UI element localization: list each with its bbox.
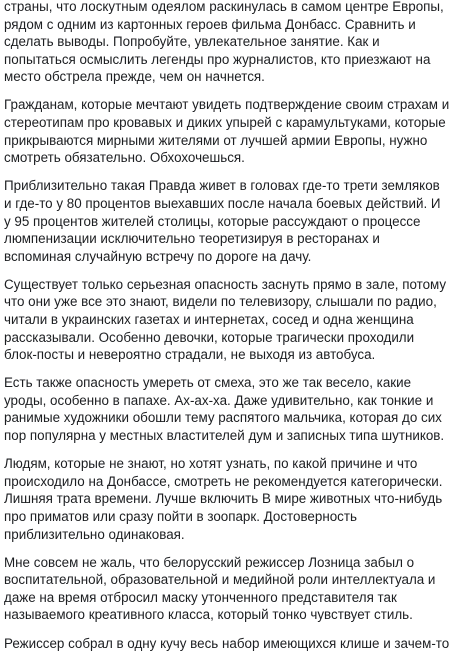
post-paragraph: Гражданам, которые мечтают увидеть подтверждение своим страхам и стереотипам про кровавых и диких упырей с карамультуками, которые прикрываются мирными жителями от лучшей армии Европы, нужно смотреть обязательно. Обхохочешься. [4,96,450,166]
post-paragraph: Существует только серьезная опасность заснуть прямо в зале, потому что они уже все это знают, видели по телевизору, слышали по радио, читали в украинских газетах и интернетах, сосед и одна женщина рассказывали. Особенно девочки, которые трагически проходили блок-посты и невероятно страдали, не выходя из автобуса. [4,276,450,364]
post-paragraph: страны, что лоскутным одеялом раскинулась в самом центре Европы, рядом с одним из картонных героев фильма Донбасс. Сравнить и сделать выводы. Попробуйте, увлекательное занятие. Как и попытаться осмыслить легенды про журналистов, кто приезжают на место обстрела прежде, чем он начнется. [4,0,450,86]
post-paragraph: Людям, которые не знают, но хотят узнать, по какой причине и что происходило на Донбассе, смотреть не рекомендуется категорически. Лишняя трата времени. Лучше включить В мире животных что-нибудь про приматов или сразу пойти в зоопарк. Достоверность приблизительно одинаковая. [4,455,450,543]
post-paragraph: Есть также опасность умереть от смеха, это же так весело, какие уроды, особенно в папахе. Ах-ах-ха. Даже удивительно, как тонкие и ранимые художники обошли тему распятого мальчика, которая до сих пор популярна у местных властителей дум и записных типа шутников. [4,374,450,444]
post-paragraph: Режиссер собрал в одну кучу весь набор имеющихся клише и зачем-то [4,635,450,652]
post-text-body [4,0,450,652]
post-paragraph: Мне совсем не жаль, что белорусский режиссер Лозница забыл о воспитательной, образовательной и медийной роли интеллектуала и даже на время отбросил маску утонченного представителя так называемого креативного класса, который тонко чувствует стиль. [4,554,450,624]
post-paragraph: Приблизительно такая Правда живет в головах где-то трети земляков и где-то у 80 процентов выехавших после начала боевых действий. И у 95 процентов жителей столицы, которые рассуждают о процессе люмпенизации исключительно теоретизируя в ресторанах и вспоминая случайную встречу по дороге на дачу. [4,177,450,265]
